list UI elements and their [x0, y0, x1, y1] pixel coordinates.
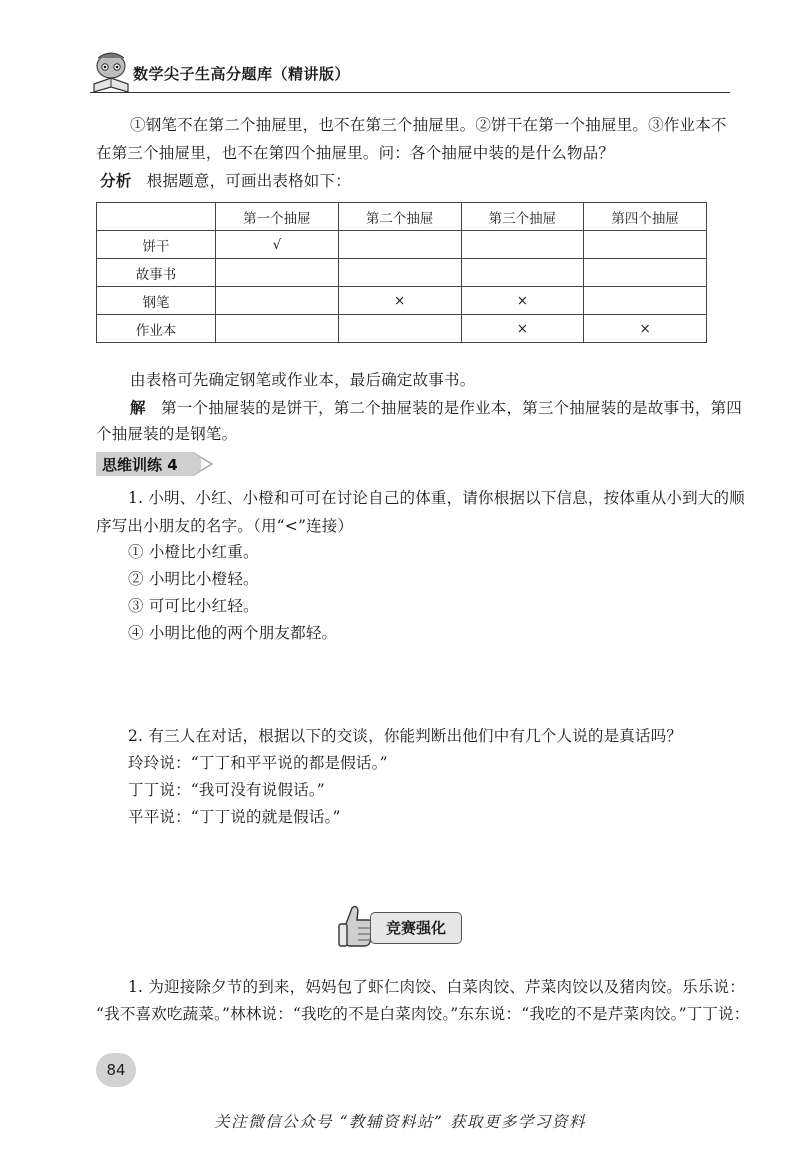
table-cell: √ — [216, 231, 339, 259]
section-tag — [96, 452, 214, 476]
list-item: ① 小橙比小红重。 — [128, 543, 259, 561]
quote-line: 玲玲说：“丁丁和平平说的都是假话。” — [128, 754, 388, 772]
contest1-line-1: 1. 为迎接除夕节的到来，妈妈包了虾仁肉饺、白菜肉饺、芹菜肉饺以及猪肉饺。乐乐说： — [128, 978, 745, 996]
table-cell: × — [461, 287, 584, 315]
table-cell — [584, 259, 707, 287]
solution-label: 解 — [130, 399, 146, 417]
contest1-line-2: “我不喜欢吃蔬菜。”林林说：“我吃的不是白菜肉饺。”东东说：“我吃的不是芹菜肉饺。”丁丁说： — [96, 1005, 750, 1023]
table-header-cell: 第三个抽屉 — [461, 203, 584, 231]
table-cell — [216, 315, 339, 343]
analysis-label: 分析 — [100, 172, 132, 190]
table-header-cell: 第四个抽屉 — [584, 203, 707, 231]
exercise1-line-1: 1. 小明、小红、小橙和可可在讨论自己的体重，请你根据以下信息，按体重从小到大的顺 — [128, 489, 745, 507]
drawer-table — [96, 202, 707, 343]
solution-paragraph — [130, 394, 742, 422]
table-cell — [584, 231, 707, 259]
analysis-text: 根据题意，可画出表格如下： — [146, 172, 351, 190]
problem-line-1: ①钢笔不在第二个抽屉里，也不在第三个抽屉里。②饼干在第一个抽屉里。③作业本不 — [130, 116, 727, 134]
analysis-paragraph — [100, 167, 351, 195]
after-table-text: 由表格可先确定钢笔或作业本，最后确定故事书。 — [130, 371, 476, 389]
table-header-row — [97, 203, 707, 231]
contest-badge — [336, 902, 466, 954]
table-cell: × — [461, 315, 584, 343]
mascot-icon — [90, 50, 132, 94]
page-number: 84 — [96, 1053, 136, 1087]
table-cell: 作业本 — [97, 315, 216, 343]
table-cell — [461, 231, 584, 259]
problem-line-2: 在第三个抽屉里，也不在第四个抽屉里。问：各个抽屉中装的是什么物品？ — [96, 144, 615, 162]
solution-line-1: 第一个抽屉装的是饼干，第二个抽屉装的是作业本，第三个抽屉装的是故事书，第四 — [161, 399, 742, 417]
table-cell — [461, 259, 584, 287]
solution-line-2: 个抽屉装的是钢笔。 — [96, 425, 238, 443]
table-row — [97, 315, 707, 343]
exercise1-line-2: 序写出小朋友的名字。（用“<”连接） — [96, 517, 354, 535]
quote-line: 平平说：“丁丁说的就是假话。” — [128, 808, 341, 826]
table-cell: 故事书 — [97, 259, 216, 287]
table-header-cell: 第一个抽屉 — [216, 203, 339, 231]
table-row — [97, 259, 707, 287]
table-cell: × — [584, 315, 707, 343]
table-cell — [216, 287, 339, 315]
footer-watermark: 关注微信公众号 “教辅资料站” 获取更多学习资料 — [214, 1113, 586, 1131]
table-header-cell — [97, 203, 216, 231]
book-title: 数学尖子生高分题库（精讲版） — [133, 65, 351, 83]
table-cell — [338, 315, 461, 343]
table-cell: 饼干 — [97, 231, 216, 259]
list-item: ④ 小明比他的两个朋友都轻。 — [128, 624, 338, 642]
contest-badge-label: 竞赛强化 — [385, 919, 446, 937]
header-divider — [90, 92, 730, 93]
section-tag-box — [96, 452, 192, 476]
table-cell: 钢笔 — [97, 287, 216, 315]
table-row — [97, 287, 707, 315]
table-cell — [338, 231, 461, 259]
quote-line: 丁丁说：“我可没有说假话。” — [128, 781, 325, 799]
list-item: ② 小明比小橙轻。 — [128, 570, 259, 588]
table-cell — [216, 259, 339, 287]
section-tag-label: 思维训练 4 — [102, 456, 178, 474]
exercise2-line-1: 2. 有三人在对话，根据以下的交谈，你能判断出他们中有几个人说的是真话吗？ — [128, 727, 683, 745]
table-header-cell: 第二个抽屉 — [338, 203, 461, 231]
table-cell — [338, 259, 461, 287]
contest-badge-box — [370, 912, 462, 944]
arrow-right-icon — [192, 452, 214, 476]
table-row — [97, 231, 707, 259]
list-item: ③ 可可比小红轻。 — [128, 597, 259, 615]
table-cell: × — [338, 287, 461, 315]
table-cell — [584, 287, 707, 315]
